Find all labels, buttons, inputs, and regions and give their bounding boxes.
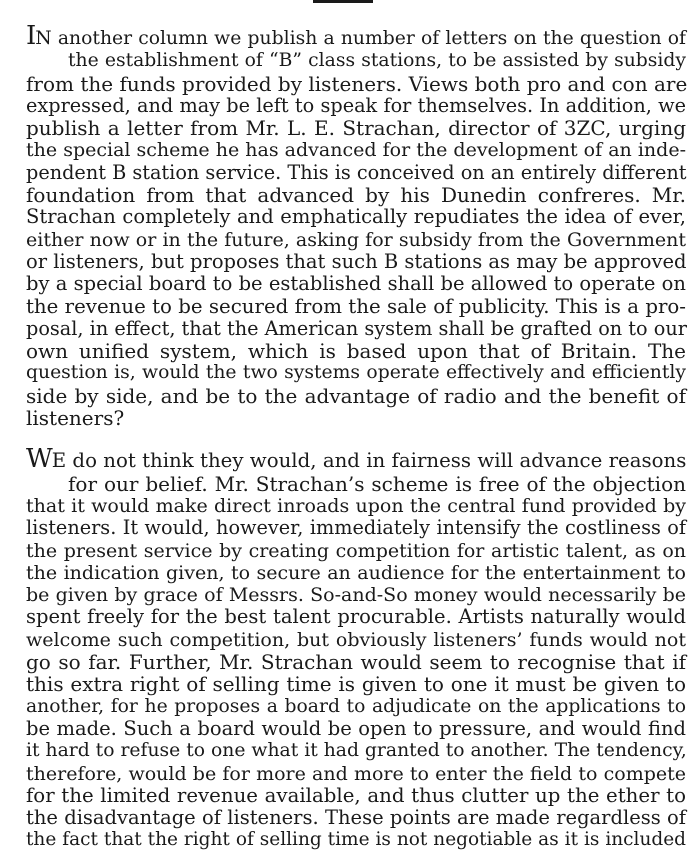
paragraph-line: therefore, would be for more and more to enter the field to compete (26, 762, 686, 785)
paragraph-line: for our belief. Mr. Strachan’s scheme is free of the objection (68, 471, 686, 496)
paragraph-2 (26, 444, 687, 851)
paragraph-line: expressed, and may be left to speak for themselves. In addition, we (26, 93, 686, 117)
paragraph-line: the fact that the right of selling time is not negotiable as it is included (26, 829, 686, 851)
paragraph-line: the establishment of “B” class stations, to be assisted by subsidy (68, 50, 686, 72)
paragraph-line: for the limited revenue available, and thus clutter up the ether to (26, 783, 686, 807)
paragraph-line: be given by grace of Messrs. So-and-So money would necessarily be (26, 584, 686, 607)
paragraph-line: be made. Such a board would be open to pressure, and would find (26, 716, 686, 740)
paragraph-line: pendent B station service. This is conceived on an entirely different (26, 160, 687, 184)
paragraph-line: question is, would the two systems operate effectively and efficiently (26, 362, 686, 384)
paragraph-line: the revenue to be secured from the sale of publicity. This is a pro- (26, 294, 686, 318)
paragraph-line: listeners. It would, however, immediately intensify the costliness of (26, 516, 686, 540)
paragraph-line: IN another column we publish a number of letters on the question of (26, 21, 686, 51)
paragraph-line: Strachan completely and emphatically repudiates the idea of ever, (26, 205, 686, 229)
drop-initial: W (26, 444, 52, 475)
paragraph-line: the indication given, to secure an audience for the entertainment to (26, 561, 686, 584)
paragraph-spacer (26, 429, 686, 449)
paragraph-line: another, for he proposes a board to adjudicate on the applications to (26, 695, 686, 717)
paragraph-line: listeners? (26, 406, 125, 431)
drop-initial: I (26, 21, 36, 51)
paragraph-line: the present service by creating competition for artistic talent, as on (26, 539, 686, 562)
paragraph-line: it hard to refuse to one what it had granted to another. The tendency, (26, 740, 687, 762)
paragraph-line: the special scheme he has advanced for the development of an inde- (26, 139, 686, 162)
paragraph-line: this extra right of selling time is given to one it must be given to (26, 672, 686, 697)
article-body (26, 21, 688, 852)
top-rule (313, 0, 373, 3)
paragraph-line: own unified system, which is based upon that of Britain. The (26, 339, 686, 364)
paragraph-line: WE do not think they would, and in fairness will advance reasons (26, 444, 687, 475)
paragraph-line: side by side, and be to the advantage of radio and the benefit of (26, 383, 686, 408)
paragraph-line: from the funds provided by listeners. Views both pro and con are (26, 71, 688, 96)
paragraph-line: or listeners, but proposes that such B stations as may be approved (26, 249, 687, 273)
paragraph-line: spent freely for the best talent procurable. Artists naturally would (26, 605, 686, 629)
paragraph-line: that it would make direct inroads upon the central fund provided by (26, 494, 686, 517)
paragraph-line: the disadvantage of listeners. These points are made regardless of (26, 806, 686, 830)
paragraph-line: foundation from that advanced by his Dunedin confreres. Mr. (26, 183, 686, 208)
paragraph-line: by a special board to be established shall be allowed to operate on (26, 272, 686, 296)
paragraph-line: welcome such competition, but obviously listeners’ funds would not (26, 628, 686, 651)
paragraph-line: posal, in effect, that the American system shall be grafted on to our (26, 316, 687, 340)
paragraph-1 (26, 21, 688, 431)
paragraph-line: go so far. Further, Mr. Strachan would seem to recognise that if (26, 650, 686, 675)
paragraph-line: publish a letter from Mr. L. E. Strachan, director of 3ZC, urging (26, 116, 686, 141)
paragraph-line: either now or in the future, asking for subsidy from the Government (26, 228, 686, 251)
